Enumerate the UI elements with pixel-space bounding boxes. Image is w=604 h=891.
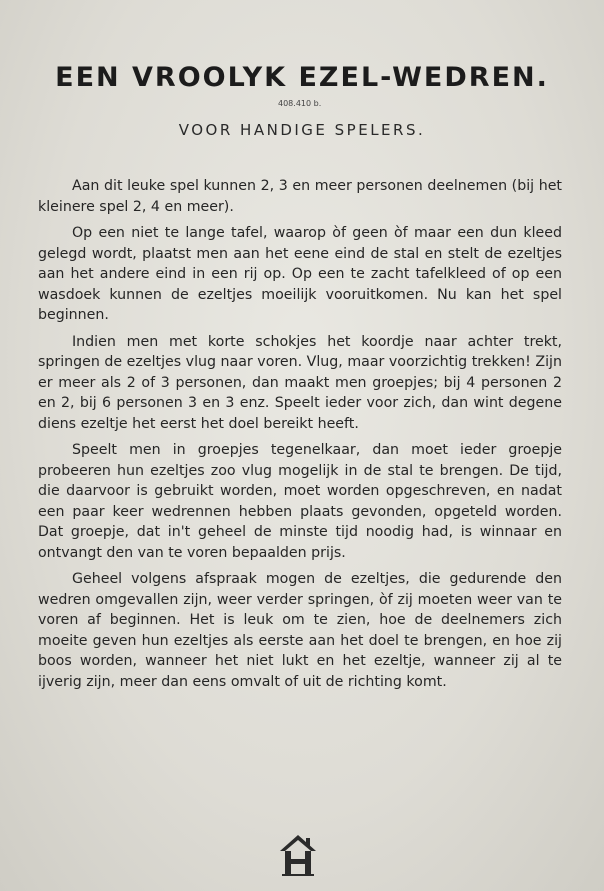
catalog-code: 408.410 b. (278, 99, 322, 108)
paragraph: Geheel volgens afspraak mogen de ezeltjes, die gedurende den wedren omgevallen zijn, weer verder springen, òf zij moeten weer van te voren af beginnen. Het is leuk om te zien, hoe de deelnemers zich moeite geven hun ezeltjes als eerste aan het doel te brengen, en hoe zij boos worden, wanneer het niet lukt en het ezeltje, wanneer zij al te ijverig zijn, meer dan eens omvalt of uit de richting komt. (38, 571, 562, 690)
page-title: EEN VROOLYK EZEL-WEDREN. (55, 62, 549, 93)
rules-text (38, 176, 562, 698)
paragraph: Indien men met korte schokjes het koordje naar achter trekt, springen de ezeltjes vlug naar voren. Vlug, maar voorzichtig trekken! Zijn er meer als 2 of 3 personen, dan maakt men groepjes; bij 4 personen 2 en 2, bij 6 personen 3 en 3 enz. Speelt ieder voor zich, dan wint degene diens ezeltje het eerst het doel bereikt heeft. (38, 333, 562, 432)
paragraph: Aan dit leuke spel kunnen 2, 3 en meer personen deelnemen (bij het kleinere spel 2, 4 en meer). (38, 178, 562, 215)
paragraph: Speelt men in groepjes tegenelkaar, dan moet ieder groepje probeeren hun ezeltjes zoo vlug mogelijk in de stal te brengen. De tijd, die daarvoor is gebruikt worden, moet worden opgeschreven, en nadat een paar keer wedrennen hebben plaats gevonden, opgeteld worden. Dat groepje, dat in't geheel de minste tijd noodig had, is winnaar en ontvangt den van te voren bepaalden prijs. (38, 442, 562, 561)
house-logo-icon (278, 833, 318, 877)
page-subtitle: VOOR HANDIGE SPELERS. (178, 121, 426, 139)
paragraph: Op een niet te lange tafel, waarop òf geen òf maar een dun kleed gelegd wordt, plaatst men aan het eene eind de stal en stelt de ezeltjes aan het andere eind in een rij op. Op een te zacht tafelkleed of op een wasdoek kunnen de ezeltjes moeilijk vooruitkomen. Nu kan het spel beginnen. (38, 225, 562, 323)
